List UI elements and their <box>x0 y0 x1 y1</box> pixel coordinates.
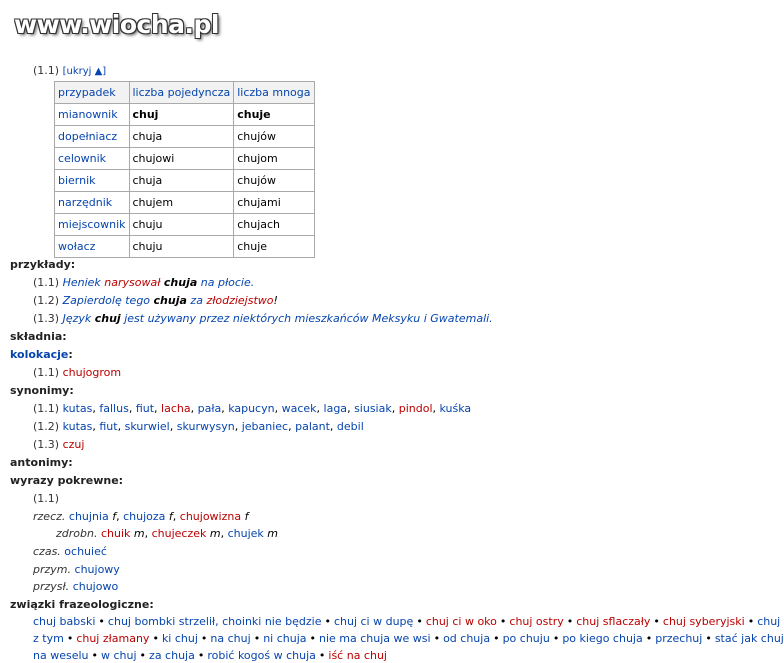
table-row <box>55 214 315 236</box>
phrase-link[interactable]: po kiego chuja <box>562 632 643 645</box>
example-text: Heniek <box>62 276 101 289</box>
phrase-link[interactable]: chuj syberyjski <box>662 615 745 628</box>
collocations-link[interactable]: kolokacje <box>10 348 69 361</box>
synonym-link[interactable]: fiut <box>135 402 155 415</box>
example-headword: chuj <box>94 312 121 325</box>
plural-cell: chujom <box>234 148 314 170</box>
phrase-link[interactable]: za chuja <box>149 649 195 662</box>
plural-cell: chujami <box>234 192 314 214</box>
phrase-link[interactable]: z tym <box>33 632 64 645</box>
declension-table <box>54 81 315 258</box>
example-link[interactable]: złodziejstwo <box>206 294 274 307</box>
plural-cell: chujów <box>234 170 314 192</box>
collocations-heading <box>10 348 73 362</box>
example-1 <box>33 276 254 290</box>
pos-label: czas. <box>33 545 61 558</box>
case-link[interactable]: miejscownik <box>55 214 130 236</box>
example-3 <box>33 312 493 326</box>
related-link[interactable]: chuik <box>100 527 131 540</box>
case-link[interactable]: wołacz <box>55 236 130 258</box>
gender-label: m <box>133 527 145 540</box>
synonyms-3 <box>33 438 84 452</box>
synonym-link[interactable]: lacha <box>161 402 191 415</box>
collocations-line <box>33 366 121 380</box>
declension-number: (1.1) <box>33 64 60 77</box>
examples-heading: przykłady: <box>10 258 76 271</box>
pos-label: zdrobn. <box>56 527 98 540</box>
gender-label: m <box>267 527 279 540</box>
phrase-link[interactable]: chuj złamany <box>76 632 150 645</box>
phrase-link[interactable]: stać jak chuj <box>714 632 784 645</box>
synonyms-1: (1.1) kutas, fallus, fiut, lacha, pała, kapucyn, wacek, laga, siusiak, pindol, kuśka <box>33 402 472 415</box>
related-adjective <box>33 563 120 577</box>
phrase-link[interactable]: po chuju <box>502 632 550 645</box>
singular-cell: chujowi <box>129 148 234 170</box>
pos-label: przysł. <box>33 580 70 593</box>
example-2 <box>33 294 278 308</box>
related-number: (1.1) <box>33 492 60 505</box>
case-link[interactable]: mianownik <box>55 104 130 126</box>
hide-table-toggle[interactable]: [ukryj ▲] <box>62 66 107 77</box>
synonym-link[interactable]: laga <box>323 402 348 415</box>
related-diminutives: zdrobn. chuik m, chujeczek m, chujek m <box>56 527 279 540</box>
synonyms-2: (1.2) kutas, fiut, skurwiel, skurwysyn, jebaniec, palant, debil <box>33 420 364 433</box>
related-link[interactable]: chujeczek <box>151 527 207 540</box>
example-text: na płocie. <box>200 276 255 289</box>
plural-cell: chujów <box>234 126 314 148</box>
related-adverb <box>33 580 118 594</box>
example-number: (1.1) <box>33 276 60 289</box>
synonym-link[interactable]: kapucyn <box>228 402 275 415</box>
phrase-link[interactable]: chuj ci w dupę <box>333 615 414 628</box>
phrase-link[interactable]: chuj sflaczały <box>576 615 651 628</box>
example-number: (1.2) <box>33 294 60 307</box>
phrase-link[interactable]: chuj bombki strzelił, choinki nie będzie <box>107 615 322 628</box>
singular-cell: chuja <box>129 170 234 192</box>
plural-cell: chuje <box>234 236 314 258</box>
synonym-number: (1.1) <box>33 402 60 415</box>
syntax-heading: składnia: <box>10 330 67 343</box>
table-row <box>55 170 315 192</box>
collocations-colon: : <box>68 348 73 361</box>
header-case: przypadek <box>55 82 130 104</box>
related-link[interactable]: chujnia <box>68 510 109 523</box>
synonyms-heading: synonimy: <box>10 384 74 397</box>
example-punct: ! <box>273 294 278 307</box>
phrase-link[interactable]: w chuj <box>101 649 137 662</box>
phrase-link[interactable]: chuj babski <box>33 615 96 628</box>
phrase-link[interactable]: przechuj <box>655 632 703 645</box>
gender-label: m <box>209 527 221 540</box>
pos-label: rzecz. <box>33 510 66 523</box>
phrase-link[interactable]: chuj <box>757 615 781 628</box>
phrases-line-1: chuj babski • chuj bombki strzelił, choinki nie będzie • chuj ci w dupę • chuj ci w oko • chuj ostry • chuj sflaczały • chuj syberyjski • chuj <box>33 615 781 628</box>
declension-header <box>33 64 106 79</box>
related-heading: wyrazy pokrewne: <box>10 474 124 487</box>
synonym-link[interactable]: kuśka <box>439 402 472 415</box>
related-link[interactable]: chujowo <box>72 580 119 593</box>
table-row <box>55 148 315 170</box>
gender-label: f <box>168 510 173 523</box>
header-plural: liczba mnoga <box>234 82 314 104</box>
phrases-line-3: na weselu • w chuj • za chuja • robić kogoś w chuja • iść na chuj <box>33 649 387 662</box>
case-link[interactable]: dopełniacz <box>55 126 130 148</box>
example-link[interactable]: narysował <box>104 276 161 289</box>
singular-cell: chuja <box>129 126 234 148</box>
phrases-line-2: z tym • chuj złamany • ki chuj • na chuj • ni chuja • nie ma chuja we wsi • od chuja • po chuju • po kiego chuja • przechuj • stać jak chuj <box>33 632 784 645</box>
related-link[interactable]: chujek <box>227 527 264 540</box>
synonym-number: (1.2) <box>33 420 60 433</box>
case-link[interactable]: celownik <box>55 148 130 170</box>
synonym-link[interactable]: skurwiel <box>124 420 170 433</box>
example-headword: chuja <box>153 294 187 307</box>
example-text: za <box>190 294 203 307</box>
synonym-link[interactable]: pała <box>197 402 222 415</box>
antonyms-heading: antonimy: <box>10 456 73 469</box>
singular-cell: chujem <box>129 192 234 214</box>
phrase-link[interactable]: robić kogoś w chuja <box>207 649 316 662</box>
related-link[interactable]: chujoza <box>123 510 166 523</box>
table-row <box>55 126 315 148</box>
synonym-number: (1.3) <box>33 438 60 451</box>
example-text: Język <box>62 312 92 325</box>
collocation-link[interactable]: chujogrom <box>62 366 122 379</box>
phrase-link[interactable]: na chuj <box>210 632 251 645</box>
example-headword: chuja <box>163 276 198 289</box>
synonym-link[interactable]: skurwysyn <box>176 420 235 433</box>
example-text: jest używany przez niektórych mieszkańców Meksyku i Gwatemali. <box>124 312 493 325</box>
synonym-link[interactable]: jebaniec <box>241 420 289 433</box>
header-singular: liczba pojedyncza <box>129 82 234 104</box>
synonym-link[interactable]: siusiak <box>354 402 392 415</box>
phrase-link[interactable]: nie ma chuja we wsi <box>319 632 431 645</box>
related-nouns: rzecz. chujnia f, chujoza f, chujowizna f <box>33 510 249 523</box>
synonym-link[interactable]: wacek <box>281 402 317 415</box>
singular-cell: chuj <box>129 104 234 126</box>
synonym-link[interactable]: fallus <box>99 402 129 415</box>
example-number: (1.3) <box>33 312 60 325</box>
example-text: Zapierdolę <box>62 294 122 307</box>
phrase-link[interactable]: od chuja <box>443 632 491 645</box>
case-link[interactable]: biernik <box>55 170 130 192</box>
table-row <box>55 192 315 214</box>
example-text: tego <box>125 294 151 307</box>
gender-label: f <box>112 510 117 523</box>
phraseology-heading: związki frazeologiczne: <box>10 598 154 611</box>
synonym-link[interactable]: kutas <box>62 402 93 415</box>
table-header-row <box>55 82 315 104</box>
related-verb <box>33 545 107 559</box>
related-link[interactable]: chujowy <box>74 563 120 576</box>
gender-label: f <box>244 510 249 523</box>
phrase-link[interactable]: chuj ci w oko <box>425 615 497 628</box>
table-row <box>55 236 315 258</box>
phrase-link[interactable]: ni chuja <box>263 632 307 645</box>
collocation-number: (1.1) <box>33 366 60 379</box>
synonym-link[interactable]: pindol <box>398 402 433 415</box>
plural-cell: chujach <box>234 214 314 236</box>
plural-cell: chuje <box>234 104 314 126</box>
singular-cell: chuju <box>129 214 234 236</box>
synonym-link[interactable]: czuj <box>62 438 85 451</box>
singular-cell: chuju <box>129 236 234 258</box>
phrase-link[interactable]: ki chuj <box>161 632 198 645</box>
related-link[interactable]: chujowizna <box>179 510 242 523</box>
synonym-link[interactable]: kutas <box>62 420 93 433</box>
case-link[interactable]: narzędnik <box>55 192 130 214</box>
phrase-link[interactable]: na weselu <box>33 649 89 662</box>
table-row <box>55 104 315 126</box>
phrase-link[interactable]: iść na chuj <box>328 649 387 662</box>
synonym-link[interactable]: fiut <box>99 420 118 433</box>
related-link[interactable]: ochuieć <box>64 545 107 558</box>
phrase-link[interactable]: chuj ostry <box>509 615 564 628</box>
watermark: www.wiocha.pl <box>14 10 219 39</box>
synonym-link[interactable]: debil <box>336 420 364 433</box>
synonym-link[interactable]: palant <box>295 420 330 433</box>
pos-label: przym. <box>33 563 72 576</box>
